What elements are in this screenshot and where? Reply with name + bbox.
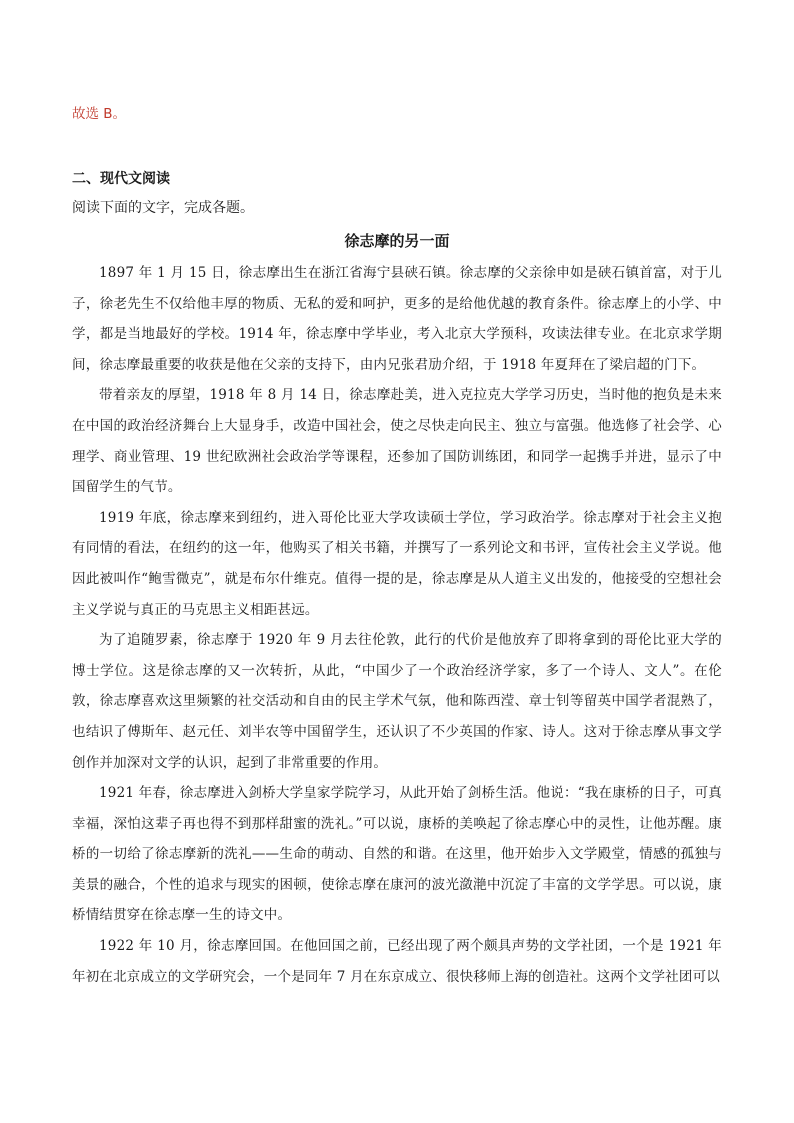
reading-instruction: 阅读下面的文字，完成各题。 — [72, 200, 254, 216]
answer-note: 故选 B。 — [72, 106, 127, 122]
article-paragraph: 1921 年春，徐志摩进入剑桥大学皇家学院学习，从此开始了剑桥生活。他说：“我在康桥的日子，可真幸福，深怕这辈子再也得不到那样甜蜜的洗礼。”可以说，康桥的美唤起了徐志摩心中的灵性，让他苏醒。康桥的一切给了徐志摩新的洗礼——生命的萌动、自然的和谐。在这里，他开始步入文学殿堂，情感的孤独与美景的融合，个性的追求与现实的困顿，使徐志摩在康河的波光潋滟中沉淀了丰富的文学学思。可以说，康桥情结贯穿在徐志摩一生的诗文中。 — [72, 785, 722, 924]
article-title: 徐志摩的另一面 — [344, 232, 450, 250]
section-heading: 二、现代文阅读 — [72, 171, 170, 187]
article-paragraph: 1897 年 1 月 15 日，徐志摩出生在浙江省海宁县硖石镇。徐志摩的父亲徐申如是硖石镇首富，对于儿子，徐老先生不仅给他丰厚的物质、无私的爱和呵护，更多的是给他优越的教育条件。徐志摩上的小学、中学，都是当地最好的学校。1914 年，徐志摩中学毕业，考入北京大学预科，攻读法律专业。在北京求学期间，徐志摩最重要的收获是他在父亲的支持下，由内兄张君劢介绍，于 1918 年夏拜在了梁启超的门下。 — [72, 265, 722, 373]
article-paragraph: 为了追随罗素，徐志摩于 1920 年 9 月去往伦敦，此行的代价是他放弃了即将拿到的哥伦比亚大学的博士学位。这是徐志摩的又一次转折，从此，“中国少了一个政治经济学家，多了一个诗人、文人”。在伦敦，徐志摩喜欢这里频繁的社交活动和自由的民主学术气氛，他和陈西滢、章士钊等留英中国学者混熟了，也结识了傅斯年、赵元任、刘半农等中国留学生，还认识了不少英国的作家、诗人。这对于徐志摩从事文学创作并加深对文学的认识，起到了非常重要的作用。 — [72, 632, 722, 771]
article-body — [72, 258, 722, 992]
article-paragraph: 1919 年底，徐志摩来到纽约，进入哥伦比亚大学攻读硕士学位，学习政治学。徐志摩对于社会主义抱有同情的看法，在纽约的这一年，他购买了相关书籍，并撰写了一系列论文和书评，宣传社会主义学说。他因此被叫作“鲍雪微克”，就是布尔什维克。值得一提的是，徐志摩是从人道主义出发的，他接受的空想社会主义学说与真正的马克思主义相距甚远。 — [72, 509, 722, 618]
article-paragraph: 1922 年 10 月，徐志摩回国。在他回国之前，已经出现了两个颇具声势的文学社团，一个是 1921 年年初在北京成立的文学研究会，一个是同年 7 月在东京成立、很快移师上海的创造社。这两个文学社团可以 — [72, 938, 722, 985]
article-paragraph: 带着亲友的厚望，1918 年 8 月 14 日，徐志摩赴美，进入克拉克大学学习历史，当时他的抱负是未来在中国的政治经济舞台上大显身手，改造中国社会，使之尽快走向民主、独立与富强。他选修了社会学、心理学、商业管理、19 世纪欧洲社会政治学等课程，还参加了国防训练团，和同学一起携手并进，显示了中国留学生的气节。 — [72, 387, 722, 496]
